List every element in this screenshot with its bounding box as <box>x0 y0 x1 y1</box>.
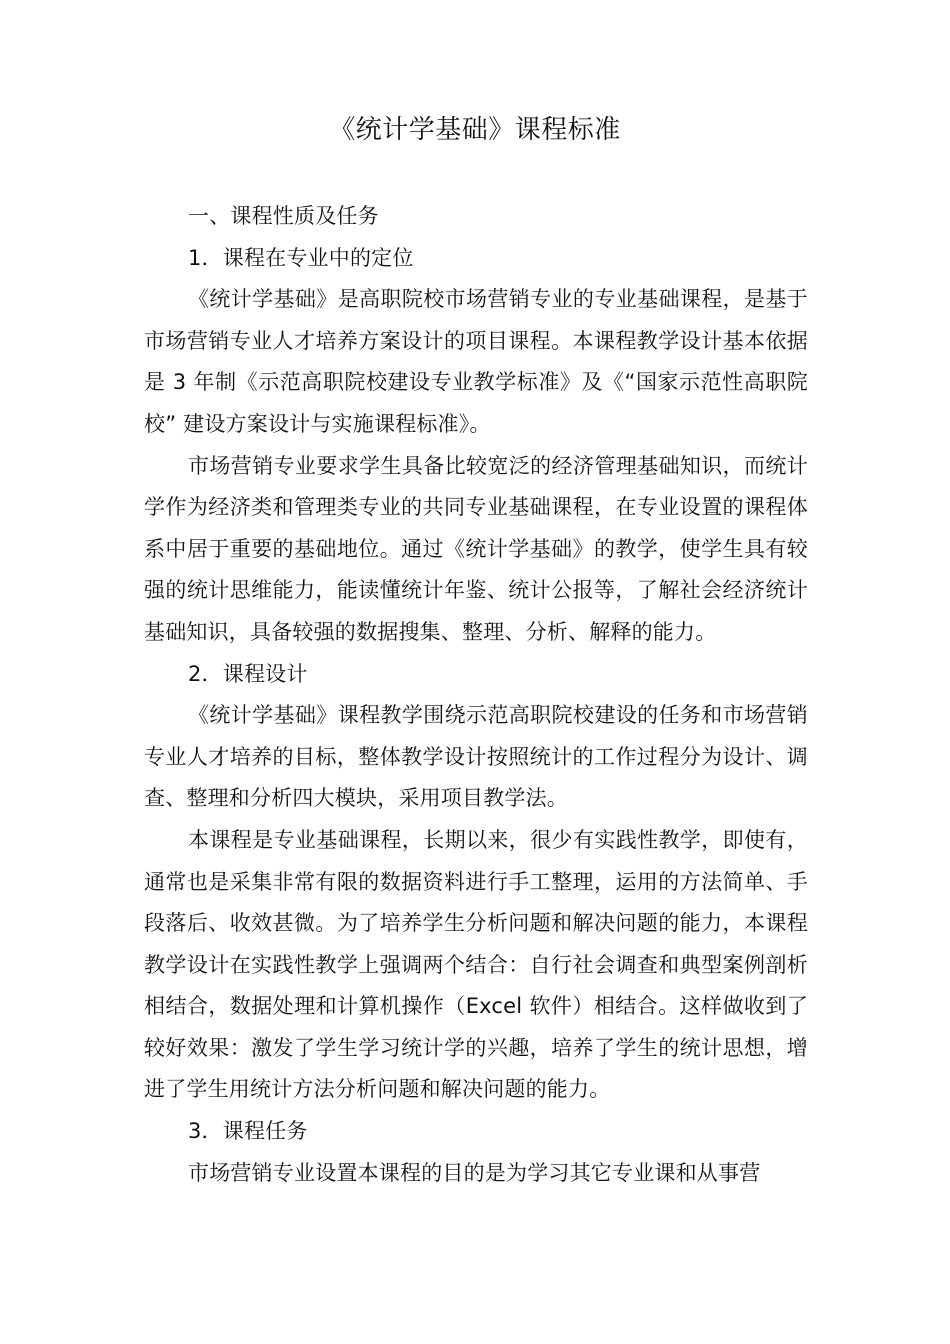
subsection-heading: 3．课程任务 <box>188 1119 308 1144</box>
subsection-heading: 2．课程设计 <box>188 661 308 686</box>
document-body <box>144 196 808 1194</box>
subsection-heading: 1．课程在专业中的定位 <box>188 245 414 270</box>
section-heading: 一、课程性质及任务 <box>188 204 379 228</box>
document-title: 《统计学基础》课程标准 <box>329 115 621 145</box>
body-paragraph: 《统计学基础》课程教学围绕示范高职院校建设的任务和市场营销专业人才培养的目标，整体教学设计按照统计的工作过程分为设计、调查、整理和分析四大模块，采用项目教学法。 <box>144 703 808 811</box>
body-paragraph: 市场营销专业要求学生具备比较宽泛的经济管理基础知识，而统计学作为经济类和管理类专业的共同专业基础课程，在专业设置的课程体系中居于重要的基础地位。通过《统计学基础》的教学，使学生具有较强的统计思维能力，能读懂统计年鉴、统计公报等，了解社会经济统计基础知识，具备较强的数据搜集、整理、分析、解释的能力。 <box>144 453 808 644</box>
body-paragraph: 市场营销专业设置本课程的目的是为学习其它专业课和从事营 <box>188 1160 761 1185</box>
body-paragraph: 本课程是专业基础课程，长期以来，很少有实践性教学，即使有，通常也是采集非常有限的数据资料进行手工整理，运用的方法简单、手段落后、收效甚微。为了培养学生分析问题和解决问题的能力，本课程教学设计在实践性教学上强调两个结合：自行社会调查和典型案例剖析相结合，数据处理和计算机操作（Excel 软件）相结合。这样做收到了较好效果：激发了学生学习统计学的兴趣，培养了学生的统计思想，增进了学生用统计方法分析问题和解决问题的能力。 <box>144 827 808 1102</box>
body-paragraph: 《统计学基础》是高职院校市场营销专业的专业基础课程，是基于市场营销专业人才培养方案设计的项目课程。本课程教学设计基本依据是 3 年制《示范高职院校建设专业教学标准》及《“国家示范性高职院校” 建设方案设计与实施课程标准》。 <box>144 287 808 436</box>
